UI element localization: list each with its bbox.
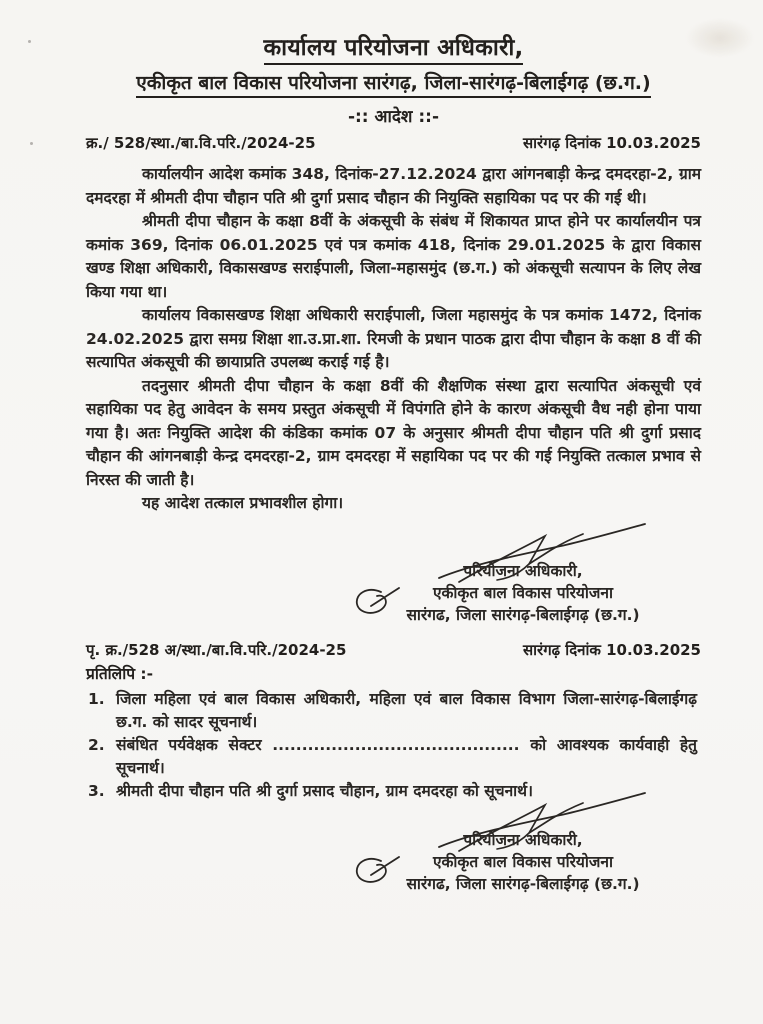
reference-row-top [86,133,701,153]
order-body [86,163,701,516]
signature-block-top [373,560,673,626]
copy-item-text: श्रीमती दीपा चौहान पति श्री दुर्गा प्रसाद चौहान, ग्राम दमदरहा को सूचनार्थ। [116,781,533,800]
paragraph-5: यह आदेश तत्काल प्रभावशील होगा। [142,494,344,512]
copy-item-text: संबंधित पर्यवेक्षक सेक्टर .......................................... को आवश्यक कार्यवाही हेतु सूचनार्थ। [116,735,697,777]
document-header [86,30,701,127]
signatory-org-line2: सारंगढ, जिला सारंगढ़-बिलाईगढ़ (छ.ग.) [406,874,640,893]
copy-item-number: 1. [88,689,105,708]
signatory-org-line2: सारंगढ, जिला सारंगढ़-बिलाईगढ़ (छ.ग.) [406,605,640,624]
copy-item-1 [86,688,701,734]
copy-item-text: जिला महिला एवं बाल विकास अधिकारी, महिला एवं बाल विकास विभाग जिला-सारंगढ़-बिलाईगढ़ छ.ग. को सादर सूचनार्थ। [116,689,697,731]
office-title: कार्यालय परियोजना अधिकारी, [264,30,524,65]
copy-section-title: प्रतिलिपि :- [86,664,154,683]
place-date-top: सारंगढ़ दिनांक 10.03.2025 [523,134,701,152]
copy-item-number: 3. [88,781,105,800]
paragraph-1: कार्यालयीन आदेश कमांक 348, दिनांक-27.12.2024 द्वारा आंगनबाड़ी केन्द्र दमदरहा-2, ग्राम दमदरहा में श्रीमती दीपा चौहान पति श्री दुर्गा प्रसाद चौहान की नियुक्ति सहायिका पद पर की गई थी। [86,165,701,207]
place-date-bottom: सारंगढ़ दिनांक 10.03.2025 [523,640,701,659]
copy-item-2 [86,734,701,780]
paragraph-2: श्रीमती दीपा चौहान के कक्षा 8वीं के अंकसूची के संबंध में शिकायत प्राप्त होने पर कार्यालयीन पत्र कमांक 369, दिनांक 06.01.2025 एवं पत्र कमांक 418, दिनांक 29.01.2025 के द्वारा विकास खण्ड शिक्षा अधिकारी, विकासखण्ड सराईपाली, जिला-महासमुंद (छ.ग.) को अंकसूची सत्यापन के लिए लेख किया गया था। [86,212,701,301]
signatory-designation: परियोजना अधिकारी, [463,561,583,580]
reference-row-bottom [86,640,701,660]
reference-number-top: क्र./ 528/स्था./बा.वि.परि./2024-25 [86,134,316,152]
paragraph-3: कार्यालय विकासखण्ड शिक्षा अधिकारी सराईपाली, जिला महासमुंद के पत्र कमांक 1472, दिनांक 24.02.2025 द्वारा समग्र शिक्षा शा.उ.प्रा.शा. रिमजी के प्रधान पाठक द्वारा दीपा चौहान के कक्षा 8 वीं की सत्यापित अंकसूची की छायाप्रति उपलब्ध कराई गई है। [86,306,701,371]
signatory-org-line1: एकीकृत बाल विकास परियोजना [432,583,614,602]
order-title: -:: आदेश ::- [347,107,440,127]
project-title: एकीकृत बाल विकास परियोजना सारंगढ़, जिला-सारंगढ़-बिलाईगढ़ (छ.ग.) [136,69,650,98]
paragraph-4: तदनुसार श्रीमती दीपा चौहान के कक्षा 8वीं की शैक्षणिक संस्था द्वारा सत्यापित अंकसूची एवं सहायिका पद हेतु आवेदन के समय प्रस्तुत अंकसूची में विपंगति होने के कारण अंकसूची वैध नही होना पाया गया है। अतः नियुक्ति आदेश की कंडिका कमांक 07 के अनुसार श्रीमती दीपा चौहान पति श्री दुर्गा प्रसाद चौहान की आंगनबाड़ी केन्द्र दमदरहा-2, ग्राम दमदरहा में सहायिका पद पर की गई नियुक्ति तत्काल प्रभाव से निरस्त की जाती है। [86,376,701,489]
signatory-designation: परियोजना अधिकारी, [463,830,583,849]
signatory-org-line1: एकीकृत बाल विकास परियोजना [432,852,614,871]
signature-block-bottom [373,829,673,895]
copy-item-3 [86,780,701,803]
copy-list [86,688,701,803]
copy-item-number: 2. [88,735,105,754]
reference-number-bottom: पृ. क्र./528 अ/स्था./बा.वि.परि./2024-25 [86,640,347,659]
